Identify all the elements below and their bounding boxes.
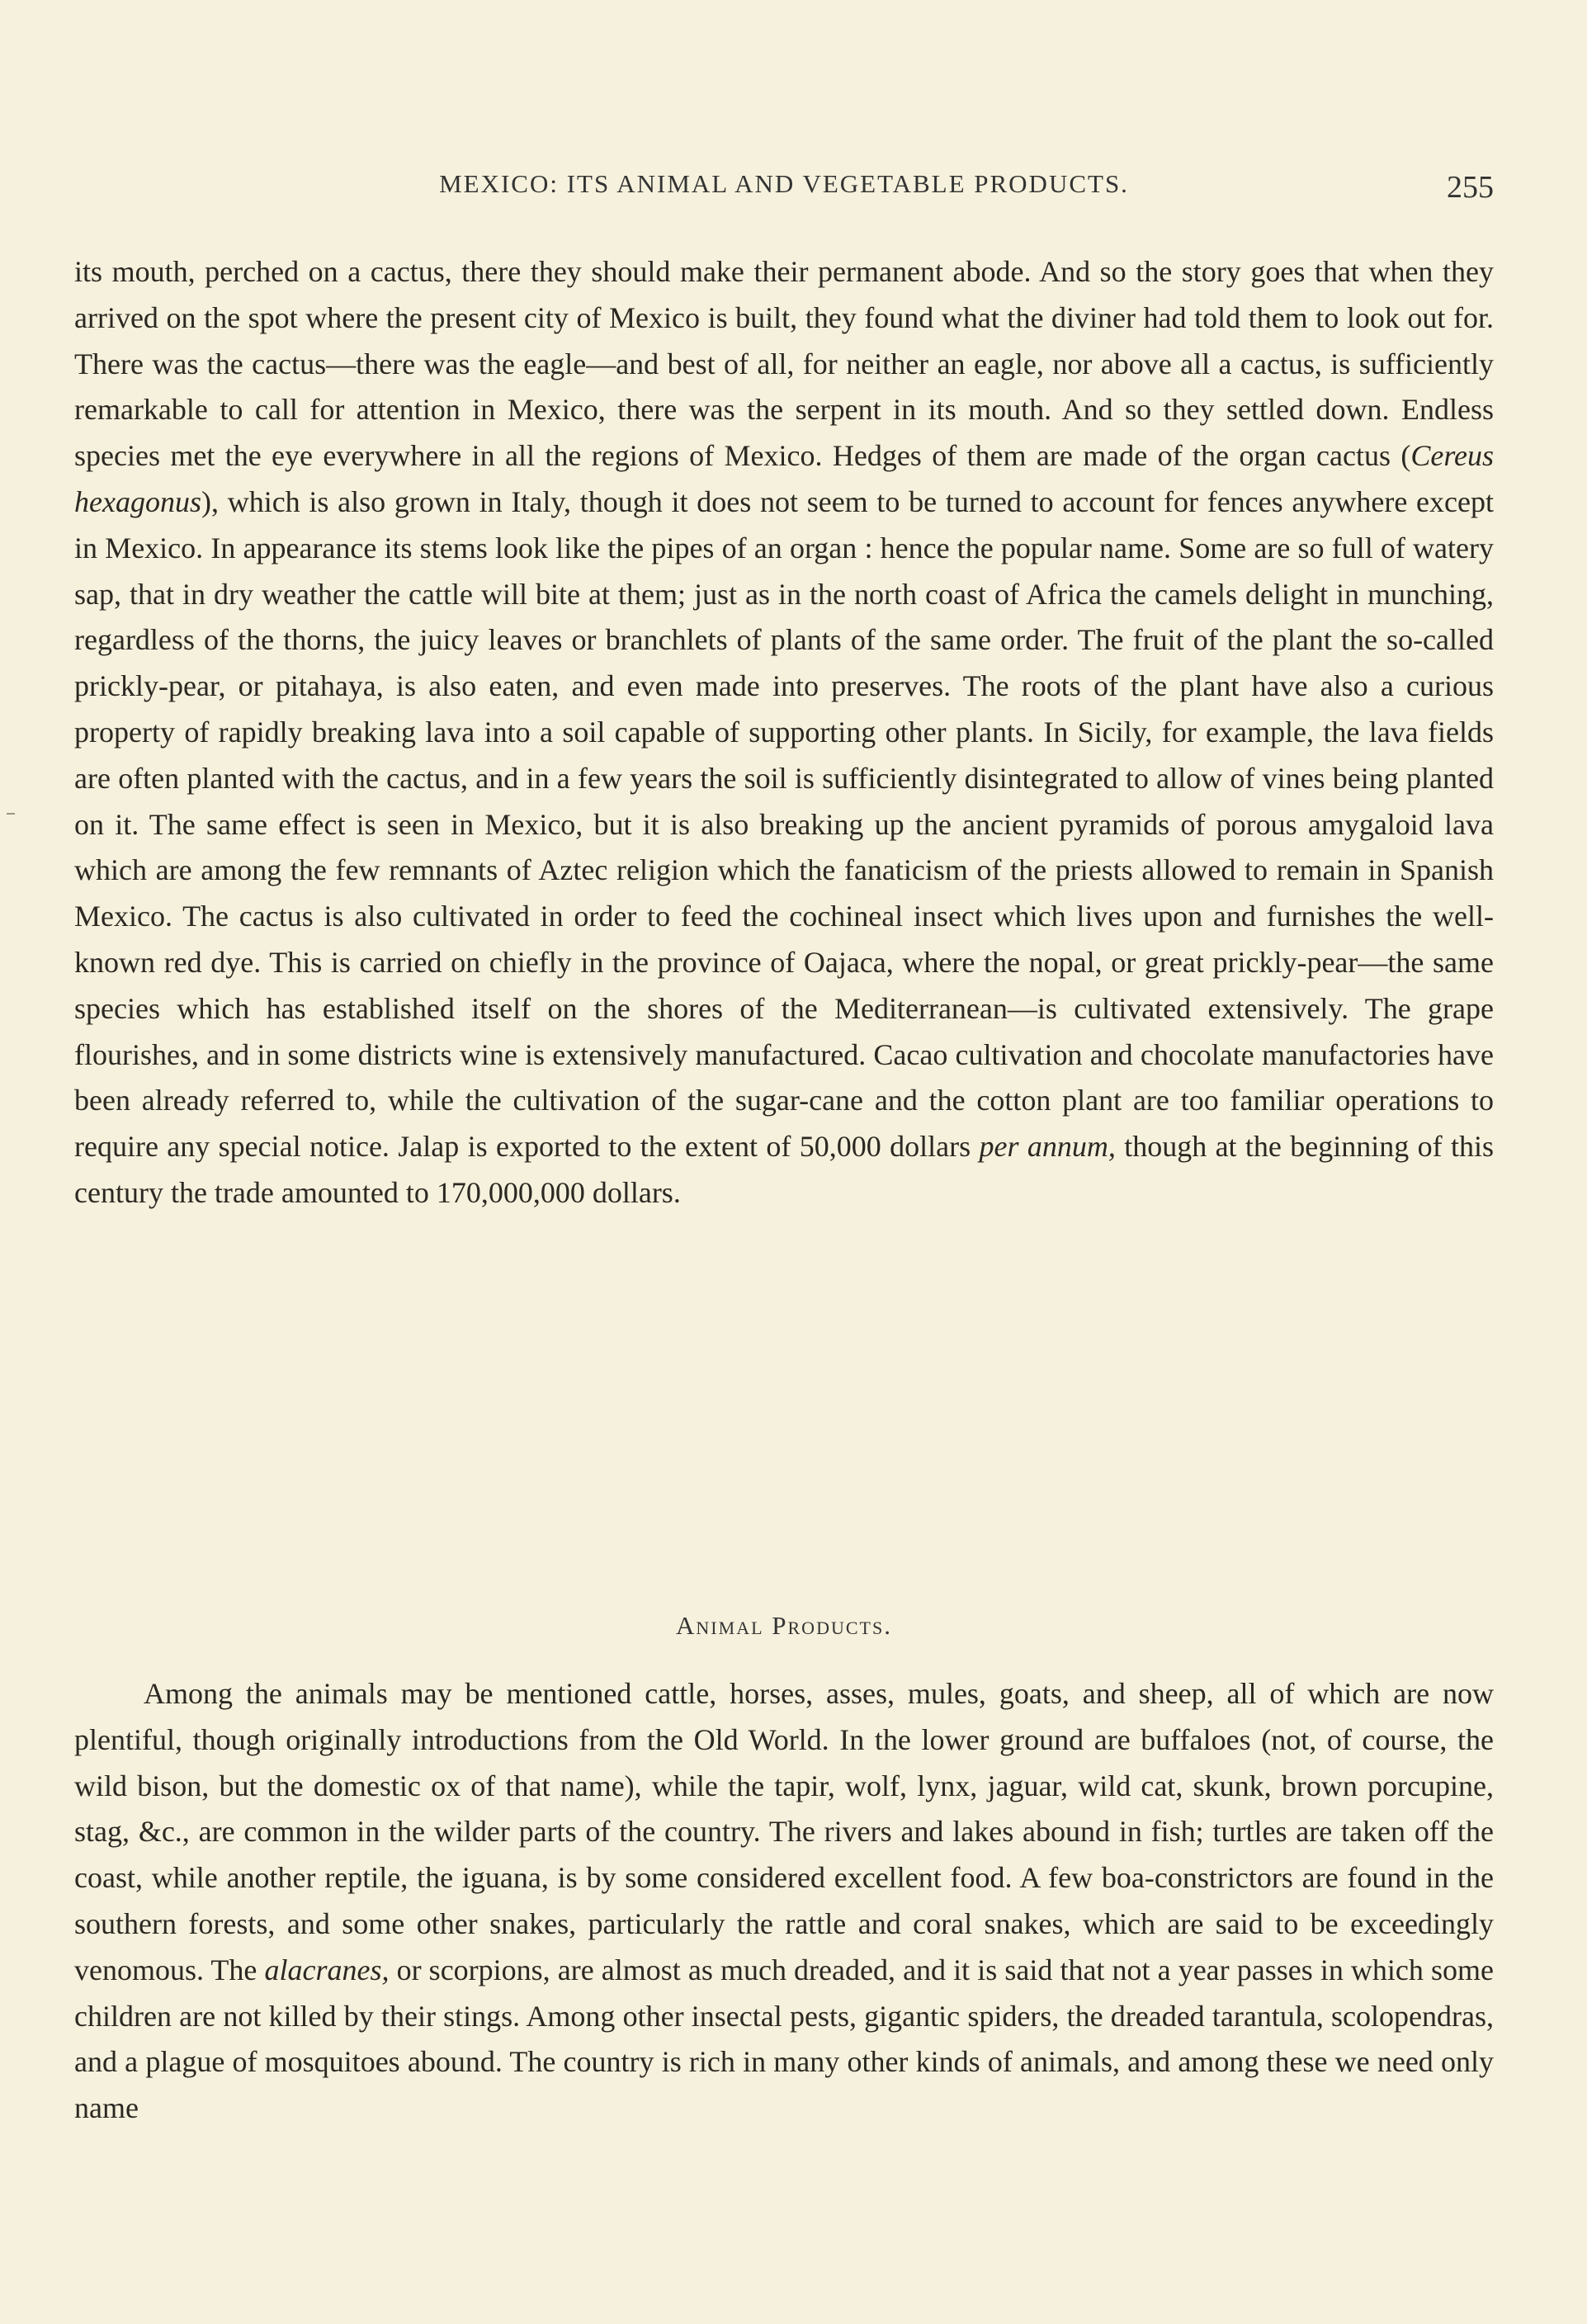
paragraph-segment: or scorpions, are almost as much dreaded, and it is said that not a year passes in which some children are not killed by their stings. Among other insectal pests, gigantic spiders, the dreaded tarantula, scolopendras, and a plague of mosquitoes abound. The country is rich in many other kinds of animals, and among these we need only name (74, 1953, 1494, 2125)
paragraph-segment: though at the beginning of this century the trade amounted to 170,000,000 dollars. (74, 1130, 1494, 1209)
section-heading: Animal Products. (676, 1611, 892, 1640)
running-head (74, 169, 1494, 210)
paragraph-segment: ), which is also grown in Italy, though it does not seem to be turned to account for fences anywhere except in Mexico. In appearance its stems look like the pipes of an organ : hence the popular name. Some are so full of watery sap, that in dry weather the cattle will bite at them; just as in the north coast of Africa the camels delight in munching, regardless of the thorns, the juicy leaves or branchlets of plants of the same order. The fruit of the plant the so-called prickly-pear, or pitahaya, is also eaten, and even made into preserves. The roots of the plant have also a curious property of rapidly breaking lava into a soil capable of supporting other plants. In Sicily, for example, the lava fields are often planted with the cactus, and in a few years the soil is sufficiently disintegrated to allow of vines being planted on it. The same effect is seen in Mexico, but it is also breaking up the ancient pyramids of porous amygaloid lava which are among the few remnants of Aztec religion which the fanaticism of the priests allowed to remain in Spanish Mexico. The cactus is also cultivated in order to feed the cochineal insect which lives upon and furnishes the well-known red dye. This is carried on chiefly in the province of Oajaca, where the nopal, or great prickly-pear—the same species which has established itself on the shores of the Mediterranean—is cultivated extensively. The grape flourishes, and in some districts wine is extensively manufactured. Cacao cultivation and chocolate manufactories have been already referred to, while the cultivation of the sugar-cane and the cotton plant are too familiar operations to require any special notice. Jalap is exported to the extent of 50,000 dollars (74, 484, 1494, 1164)
paragraph-animals (74, 1671, 1494, 2132)
italic-term: alacranes, (264, 1953, 390, 1986)
paragraph-text (74, 249, 1494, 1216)
italic-term: per annum, (979, 1130, 1116, 1164)
paragraph-cactus (74, 249, 1494, 1216)
paragraph-text (74, 1671, 1494, 2132)
italic-term: Cereus hexagonus (74, 439, 1494, 518)
page-number: 255 (1447, 170, 1494, 205)
paragraph-segment: its mouth, perched on a cactus, there they should make their permanent abode. And so the story goes that when they arrived on the spot where the present city of Mexico is built, they found what the diviner had told them to look out for. There was the cactus—there was the eagle—and best of all, for neither an eagle, nor above all a cactus, is sufficiently remarkable to call for attention in Mexico, there was the serpent in its mouth. And so they settled down. Endless species met the eye everywhere in all the regions of Mexico. Hedges of them are made of the organ cactus ( (74, 255, 1494, 473)
margin-mark (7, 813, 15, 815)
paragraph-segment: Among the animals may be mentioned cattle, horses, asses, mules, goats, and sheep, all of which are now plentiful, though originally introductions from the Old World. In the lower ground are buffaloes (not, of course, the wild bison, but the domestic ox of that name), while the tapir, wolf, lynx, jaguar, wild cat, skunk, brown porcupine, stag, &c., are common in the wilder parts of the country. The rivers and lakes abound in fish; turtles are taken off the coast, while another reptile, the iguana, is by some considered excellent food. A few boa-constrictors are found in the southern forests, and some other snakes, particularly the rattle and coral snakes, which are said to be exceedingly venomous. The (74, 1677, 1494, 1986)
running-title: MEXICO: ITS ANIMAL AND VEGETABLE PRODUCTS. (439, 169, 1129, 198)
